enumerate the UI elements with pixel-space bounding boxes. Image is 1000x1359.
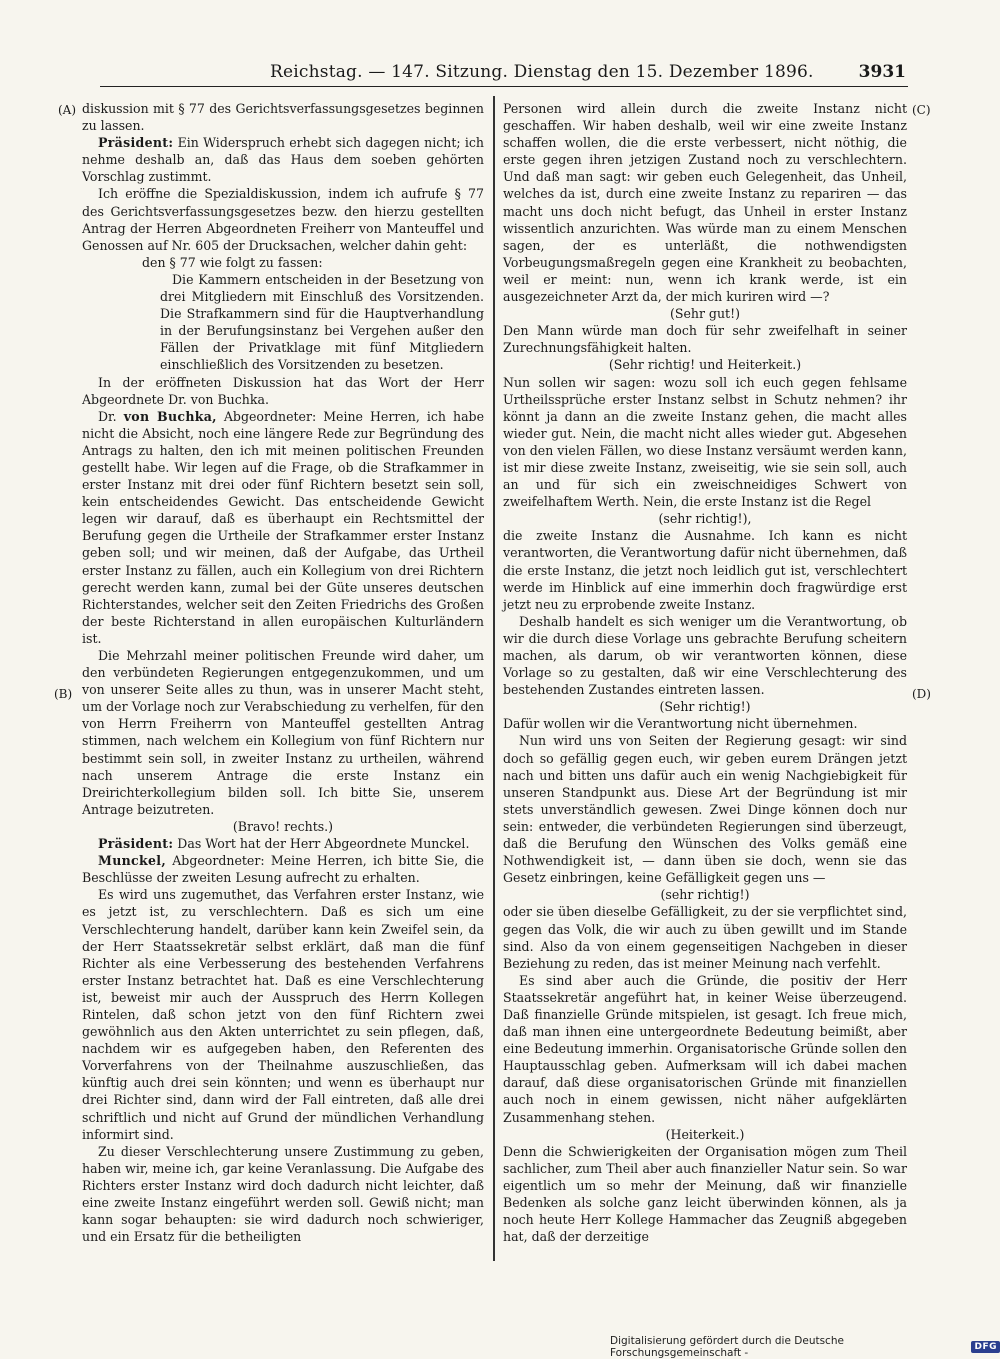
speech-text: Das Wort hat der Herr Abgeordnete Munckel.	[173, 836, 470, 852]
paragraph: Ich eröffne die Spezialdiskussion, indem ich aufrufe § 77 des Gerichtsverfassungsgesetzes bezw. den hierzu gestellten Antrag der Herren Abgeordneten Freiherr von Manteuffel und Genossen auf Nr. 605 der Drucksachen, welcher dahin geht:	[82, 186, 484, 253]
paragraph: In der eröffneten Diskussion hat das Wort der Herr Abgeordnete Dr. von Buchka.	[82, 374, 484, 407]
paragraph	[82, 835, 484, 852]
speaker-name: Präsident:	[98, 135, 174, 151]
interjection: (Sehr richtig! und Heiterkeit.)	[608, 357, 802, 373]
interjection: (sehr richtig!)	[660, 887, 750, 903]
paragraph: Dafür wollen wir die Verantwortung nicht übernehmen.	[503, 716, 858, 732]
paragraph: Deshalb handelt es sich weniger um die Verantwortung, ob wir die durch diese Vorlage uns gebrachte Berufung scheitern machen, als darum, ob wir verantworten können, diese Vorlage so zu gestalten, daß wir eine Verschlechterung des bestehenden Zustandes eintreten lassen.	[503, 613, 907, 698]
paragraph: Den Mann würde man doch für sehr zweifelhaft in seiner Zurechnungsfähigkeit halten.	[503, 323, 907, 356]
paragraph	[82, 852, 484, 886]
speaker-name: Präsident:	[98, 836, 174, 852]
footer-text: Digitalisierung gefördert durch die Deutsche Forschungsgemeinschaft -	[610, 1335, 844, 1359]
paragraph: diskussion mit § 77 des Gerichtsverfassungsgesetzes beginnen zu lassen.	[82, 101, 484, 134]
interjection: (Sehr gut!)	[669, 306, 741, 322]
paragraph	[82, 408, 484, 647]
motion-intro: den § 77 wie folgt zu fassen:	[142, 254, 323, 270]
speaker-name: von Buchka,	[123, 408, 217, 424]
paragraph: Es wird uns zugemuthet, das Verfahren erster Instanz, wie es jetzt ist, zu verschlechtern. Daß es sich um eine Verschlechterung handelt, darüber kann kein Zweifel sein, da der Herr Staatssekretär selbst erklärt, daß man die fünf Richter als eine Verbesserung des bestehenden Verfahrens erster Instanz betrachtet hat. Daß es eine Verschlechterung ist, beweist mir auch der Ausspruch des Herrn Kollegen Rintelen, daß schon jetzt von den fünf Richtern zwei gewöhnlich aus den Akten unterrichtet zu sein pflegen, daß, nachdem wir es aufgegeben haben, den Referenten des Vorverfahrens von der Theilnahme auszuschließen, das künftig auch drei sein könnten; und wenn es überhaupt nur drei Richter sind, dann wird der Fall eintreten, daß alle drei schriftlich und nicht auf Grund der mündlichen Verhandlung informirt sind.	[82, 887, 484, 1142]
paragraph: Nun wird uns von Seiten der Regierung gesagt: wir sind doch so gefällig gegen euch, wir geben eurem Drängen jetzt nach und bitten uns dafür auch ein wenig Nachgiebigkeit für unseren Standpunkt aus. Diese Art der Begründung ist mir stets unverständlich gewesen. Zwei Dinge können doch nur sein: entweder, die verbündeten Regierungen sind überzeugt, daß die Berufung den Wünschen des Volks gemäß eine Nothwendigkeit ist, — dann üben sie doch, wenn sie das Gesetz einbringen, keine Gefälligkeit gegen uns —	[503, 733, 907, 886]
left-column	[82, 100, 484, 1245]
digitization-footer	[610, 1335, 1000, 1359]
speaker-name: Munckel,	[98, 853, 166, 869]
interjection: (Heiterkeit.)	[665, 1126, 745, 1142]
header-title: Reichstag. — 147. Sitzung. Dienstag den 15. Dezember 1896.	[270, 62, 814, 82]
page-number: 3931	[858, 62, 906, 82]
interjection: (Bravo! rechts.)	[232, 818, 334, 834]
paragraph: Es sind aber auch die Gründe, die positiv der Herr Staatssekretär angeführt hat, in keiner Weise überzeugend. Daß finanzielle Gründe mitspielen, ist gesagt. Ich freue mich, daß man ihnen eine untergeordnete Bedeutung beimißt, aber eine Bedeutung immerhin. Organisatorische Gründe sollen den Hauptausschlag geben. Aufmerksam will ich dabei machen darauf, daß diese organisatorischen Gründe mit finanziellen auch noch in einem gewissen, nicht näher aufgeklärten Zusammenhang stehen.	[503, 972, 907, 1125]
margin-marker-d: (D)	[912, 687, 931, 701]
margin-marker-a: (A)	[58, 103, 77, 117]
paragraph: Denn die Schwierigkeiten der Organisation mögen zum Theil sachlicher, zum Theil aber auch finanzieller Natur sein. So war eigentlich um so mehr der Meinung, daß wir finanzielle Bedenken als solche ganz leicht überwinden können, als ja noch heute Herr Kollege Hammacher das Zeugniß abgegeben hat, daß der derzeitige	[503, 1143, 907, 1245]
interjection: (sehr richtig!),	[658, 511, 752, 527]
paragraph: Die Mehrzahl meiner politischen Freunde wird daher, um den verbündeten Regierungen entgegenzukommen, und um von unserer Seite alles zu thun, was in unserer Macht steht, um der Vorlage noch zur Verabschiedung zu verhelfen, für den von Herrn Freiherrn von Manteuffel gestellten Antrag stimmen, nach welchem ein Kollegium von fünf Richtern nur bestimmt sein soll, in zweiter Instanz zu urtheilen, während nach unserem Antrage die erste Instanz ein Dreirichterkollegium bilden soll. Ich bitte Sie, unserem Antrage beizutreten.	[82, 648, 484, 817]
speech-text: Abgeordneter: Meine Herren, ich habe nicht die Absicht, noch eine längere Rede zur Begründung des Antrags zu halten, den ich mit meinen politischen Freunden gestellt habe. Wir legen auf die Frage, ob die Strafkammer in erster Instanz mit drei oder fünf Richtern besetzt sein soll, kein entscheidendes Gewicht. Das entscheidende Gewicht legen wir darauf, daß es überhaupt ein Rechtsmittel der Berufung gegen die Urtheile der Strafkammer erster Instanz geben soll; und wir meinen, daß der Aufgabe, das Urtheil erster Instanz zu fällen, auch ein Kollegium von drei Richtern gerecht werden kann, zumal bei der Güte unseres deutschen Richterstandes, welcher seit den Zeiten Friedrichs des Großen der beste Richterstand in allen europäischen Kulturländern ist.	[82, 408, 485, 646]
paragraph: Nun sollen wir sagen: wozu soll ich euch gegen fehlsame Urtheilssprüche erster Instanz selbst in Schutz nehmen? ihr könnt ja dann an die zweite Instanz gehen, die macht alles wieder gut. Nein, die macht nicht alles wieder gut. Abgesehen von den vielen Fällen, wo diese Instanz versäumt werden kann, ist mir diese zweite Instanz, zweiseitig, wie sie sein soll, auch an und für sich ein zweischneidiges Schwert von zweifelhaftem Werth. Nein, die erste Instanz ist die Regel	[503, 374, 907, 510]
margin-marker-b: (B)	[54, 687, 73, 701]
paragraph: Personen wird allein durch die zweite Instanz nicht geschaffen. Wir haben deshalb, weil wir eine zweite Instanz schaffen wollen, die die erste verbessert, nicht nöthig, die erste gegen ihren jetzigen Zustand noch zu verschlechtern. Und daß man sagt: wir geben euch Gelegenheit, das Unheil, welches da ist, durch eine zweite Instanz zu repariren — das macht uns doch nicht befugt, das Unheil in erster Instanz wissentlich anzurichten. Was würde man zu einem Menschen sagen, der es unterläßt, die nothwendigsten Vorbeugungsmaßregeln gegen eine Krankheit zu beobachten, weil er meint: nun, wenn ich krank werde, ist ein ausgezeichneter Arzt da, der mich kuriren wird —?	[503, 101, 907, 305]
margin-marker-c: (C)	[912, 103, 931, 117]
paragraph	[82, 134, 484, 185]
paragraph: Zu dieser Verschlechterung unsere Zustimmung zu geben, haben wir, meine ich, gar keine Veranlassung. Die Aufgabe des Richters erster Instanz wird doch dadurch nicht leichter, daß eine zweite Instanz eingeführt werden soll. Gewiß nicht; man kann sogar behaupten: sie wird dadurch noch schwieriger, und ein Ersatz für die betheiligten	[82, 1143, 484, 1245]
page-header	[100, 58, 908, 87]
interjection: (Sehr richtig!)	[659, 699, 751, 715]
column-divider	[493, 96, 495, 1261]
speaker-title: Dr.	[98, 408, 124, 424]
speech-text: Abgeordneter: Meine Herren, ich bitte Sie, die Beschlüsse der zweiten Lesung aufrecht zu erhalten.	[82, 853, 484, 886]
right-column	[503, 100, 907, 1245]
speech-text: Ein Widerspruch erhebt sich dagegen nicht; ich nehme deshalb an, daß das Haus dem soeben gehörten Vorschlag zustimmt.	[82, 135, 484, 185]
paragraph: die zweite Instanz die Ausnahme. Ich kann es nicht verantworten, die Verantwortung dafür nicht übernehmen, daß die erste Instanz, die jetzt noch leidlich gut ist, verschlechtert werde im Hinblick auf eine immerhin doch fragwürdige erst jetzt neu zu erprobende zweite Instanz.	[503, 528, 907, 612]
motion-quote: Die Kammern entscheiden in der Besetzung von drei Mitgliedern mit Einschluß des Vorsitzenden. Die Strafkammern sind für die Hauptverhandlung in der Berufungsinstanz bei Vergehen außer den Fällen der Privatklage mit fünf Mitgliedern einschließlich des Vorsitzenden zu besetzen.	[160, 271, 484, 373]
dfg-logo: DFG	[971, 1341, 1000, 1353]
paragraph: oder sie üben dieselbe Gefälligkeit, zu der sie verpflichtet sind, gegen das Volk, die wir auch zu üben gewillt und im Stande sind. Also da von einem gegenseitigen Nachgeben in dieser Beziehung zu reden, das ist meiner Meinung nach verfehlt.	[503, 904, 907, 971]
